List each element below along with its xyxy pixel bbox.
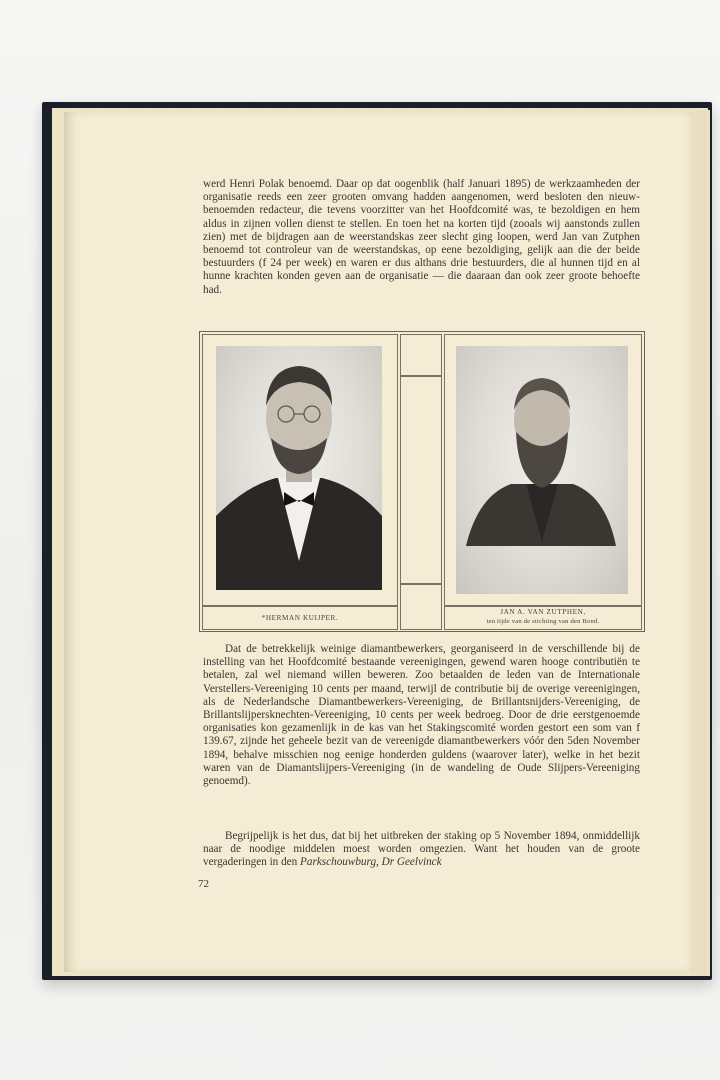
caption-herman-kuijper: *HERMAN KUIJPER. (261, 614, 339, 622)
divider-top (400, 334, 442, 376)
italic-venue-text: Parkschouwburg, Dr Geelvinck (300, 856, 442, 869)
portrait-herman-kuijper (216, 346, 382, 590)
page-number: 72 (198, 878, 209, 890)
paragraph-top: werd Henri Polak benoemd. Daar op dat oogenblik (half Januari 1895) de werkzaamheden der organisatie reeds een zeer grooten omvang hadden aangenomen, werd besloten den nieuw-benoemden redacteur, die tevens voorzitter van het Hoofdcomité was, te bezoldigen en hem aldus in zijnen vollen dienst te stellen. En toen het na korten tijd (zooals wij aanstonds zullen zien) met de bijdragen aan de weerstandskas zeer slecht ging loopen, werd Jan van Zutphen benoemd tot controleur van de weerstandskas, op eene bezoldiging, gelijk aan die der beide bestuurders (f 24 per week) en waren er dus althans drie bestuurders, die al hunnen tijd en al hunne krachten konden geven aan de organisatie — die daaraan dan ook zeer groote behoefte had. (203, 178, 640, 296)
divider-bottom (400, 584, 442, 630)
page-edges (692, 110, 710, 976)
caption-jan-van-zutphen-note: ten tijde van de stichting van den Bond. (486, 618, 600, 625)
photo-plate (199, 331, 645, 632)
divider-middle (400, 376, 442, 584)
paragraph-middle: Dat de betrekkelijk weinige diamantbewerkers, georganiseerd in de verschillende bij de instelling van het Hoofdcomité bestaande vereenigingen, gewend waren hooge contributiën te betalen, zal wel niemand willen beweren. Zoo betaalden de leden van de Internationale Verstellers-Vereeniging 10 cents per maand, terwijl de contributie bij de overige vereenigingen, als de Nederlandsche Diamantbewerkers-Vereeniging, de Brillantsnijders-Vereeniging, de Brillantslijpersknechten-Vereeniging, 10 cents per week bedroeg. Door de drie eerstgenoemde organisaties kon gezamenlijk in de kas van het Stakingscomité worden gestort een som van f 139.67, zijnde het geheele bezit van de vereenigde diamantbewerkers vóór den 5den November 1894, behalve misschien nog eenige honderden guldens (waarover later), welke in het bezit waren van de Diamantslijpers-Vereeniging (in de wandeling de Oude Slijpers-Vereeniging genoemd). (203, 643, 640, 788)
paragraph-bottom: Begrijpelijk is het dus, dat bij het uitbreken der staking op 5 November 1894, onmiddellijk naar de noodige middelen moest worden omgezien. Want het houden van de groote vergaderingen in den Parkschouwburg, Dr Geelvinck (203, 830, 640, 869)
portrait-jan-van-zutphen (456, 346, 628, 594)
caption-jan-van-zutphen (444, 608, 642, 626)
caption-jan-van-zutphen-name: JAN A. VAN ZUTPHEN, (500, 608, 586, 616)
